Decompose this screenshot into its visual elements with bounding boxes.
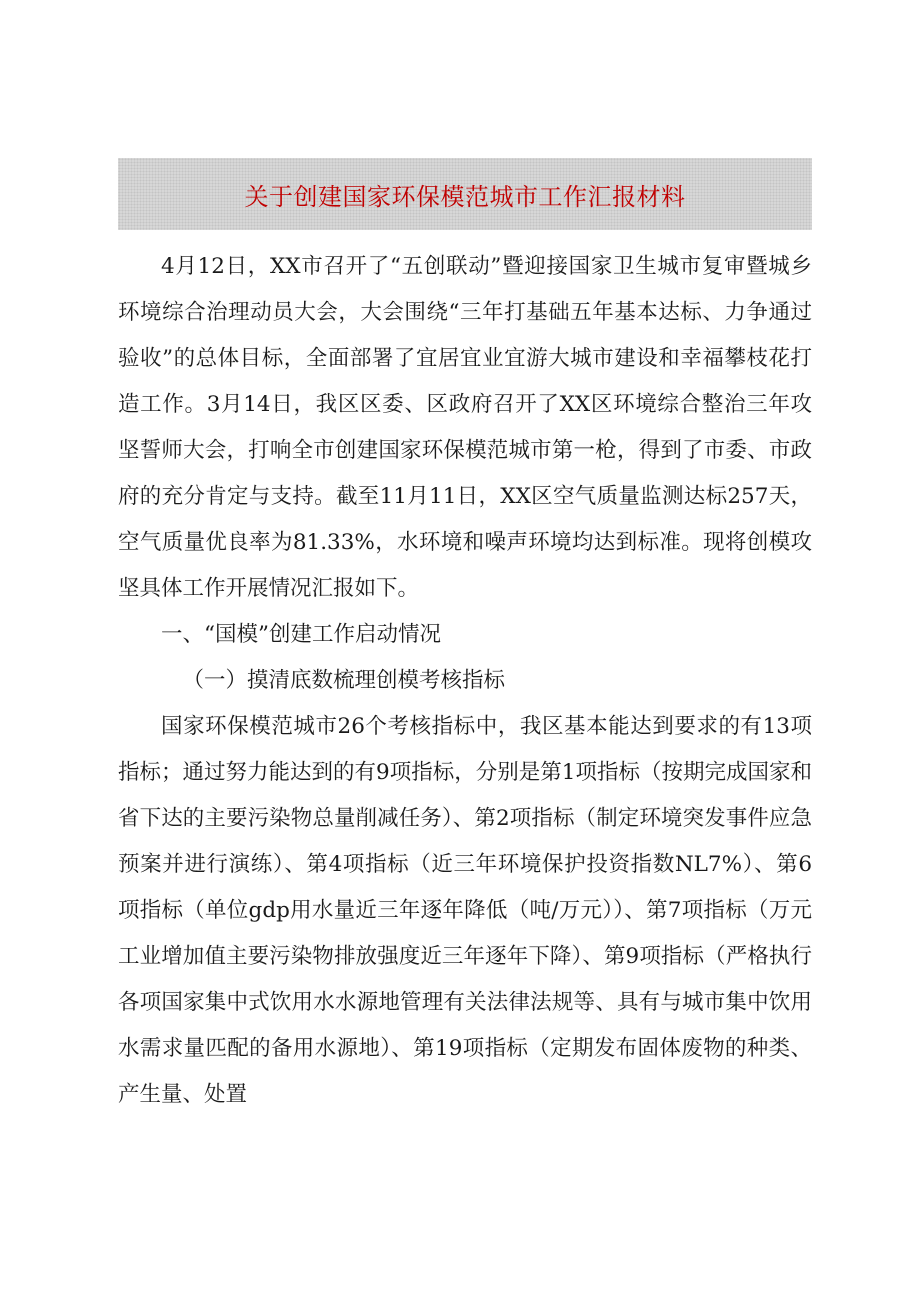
paragraph-indicators: 国家环保模范城市26个考核指标中，我区基本能达到要求的有13项指标；通过努力能达到的有9项指标，分别是第1项指标（按期完成国家和省下达的主要污染物总量削减任务）、第2项指标（制定环境突发事件应急预案并进行演练）、第4项指标（近三年环境保护投资指数NL7%）、第6项指标（单位gdp用水量近三年逐年降低（吨/万元））、第7项指标（万元工业增加值主要污染物排放强度近三年逐年下降）、第9项指标（严格执行各项国家集中式饮用水水源地管理有关法律法规等、具有与城市集中饮用水需求量匹配的备用水源地）、第19项指标（定期发布固体废物的种类、产生量、处置 <box>118 714 812 1107</box>
subsection-heading-1: （一）摸清底数梳理创模考核指标 <box>182 668 506 693</box>
title-band <box>118 158 812 230</box>
paragraph-intro: 4月12日，XX市召开了“五创联动”暨迎接国家卫生城市复审暨城乡环境综合治理动员大会，大会围绕“三年打基础五年基本达标、力争通过验收”的总体目标，全面部署了宜居宜业宜游大城市建设和幸福攀枝花打造工作。3月14日，我区区委、区政府召开了XX区环境综合整治三年攻坚誓师大会，打响全市创建国家环保模范城市第一枪，得到了市委、市政府的充分肯定与支持。截至11月11日，XX区空气质量监测达标257天，空气质量优良率为81.33%，水环境和噪声环境均达到标准。现将创模攻坚具体工作开展情况汇报如下。 <box>118 254 812 601</box>
document-body <box>118 244 812 1118</box>
section-heading-1: 一、“国模”创建工作启动情况 <box>161 622 441 647</box>
document-title: 关于创建国家环保模范城市工作汇报材料 <box>244 182 686 211</box>
